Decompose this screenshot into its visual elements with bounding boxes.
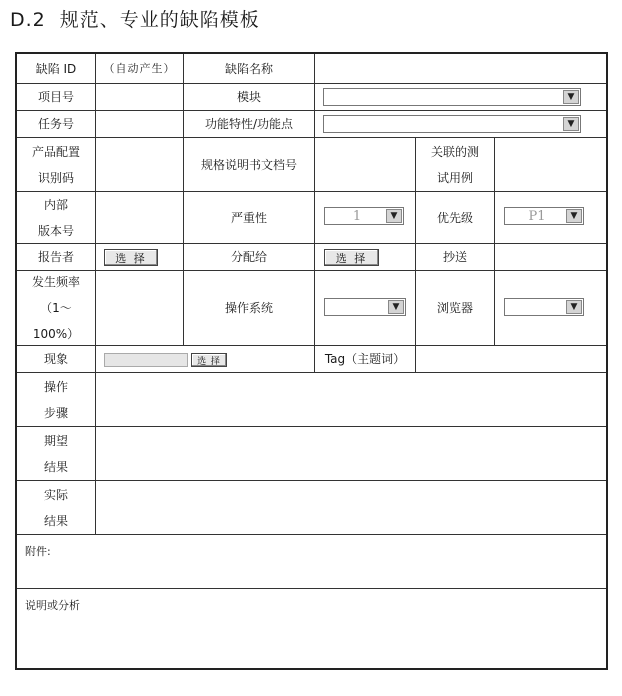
tag-label xyxy=(315,346,415,372)
browser-label xyxy=(416,271,494,345)
spec-doc-label-text: 规格说明书文档号 xyxy=(200,157,297,172)
severity-label xyxy=(184,192,314,243)
phenomenon-input[interactable] xyxy=(104,353,188,367)
steps-field[interactable] xyxy=(96,373,606,426)
defect-id-label xyxy=(17,54,95,83)
reporter-label-text: 报告者 xyxy=(37,250,74,264)
internal-version-label-line1: 内部 xyxy=(43,197,68,212)
chevron-down-icon: ▼ xyxy=(566,209,582,223)
browser-label-text: 浏览器 xyxy=(436,301,473,315)
section-number: D.2 xyxy=(10,9,46,31)
priority-value: P1 xyxy=(528,208,546,224)
project-label-text: 项目号 xyxy=(37,90,74,104)
task-label xyxy=(17,111,95,137)
assign-label-text: 分配给 xyxy=(230,250,267,264)
actual-label-line2: 结果 xyxy=(43,513,68,528)
column-divider xyxy=(314,54,315,372)
attachment-label: 附件: xyxy=(25,545,51,558)
frequency-label-line2: （1～ xyxy=(40,301,72,315)
task-label-text: 任务号 xyxy=(37,117,74,131)
defect-name-label xyxy=(184,54,314,83)
frequency-field[interactable] xyxy=(96,271,183,345)
spec-doc-field[interactable] xyxy=(315,138,415,191)
chevron-down-icon: ▼ xyxy=(563,117,579,131)
defect-id-value xyxy=(96,54,183,83)
defect-name-label-text: 缺陷名称 xyxy=(224,61,273,76)
severity-label-text: 严重性 xyxy=(230,210,267,225)
phenomenon-select-button[interactable] xyxy=(191,353,227,367)
assign-select-button[interactable] xyxy=(324,249,379,266)
os-label-text: 操作系统 xyxy=(224,301,273,315)
internal-version-field[interactable] xyxy=(96,192,183,243)
defect-name-field[interactable] xyxy=(315,54,606,83)
browser-select[interactable] xyxy=(504,298,584,316)
steps-label xyxy=(17,373,95,426)
assign-label xyxy=(184,244,314,270)
steps-label-line2: 步骤 xyxy=(43,405,68,420)
cc-label xyxy=(416,244,494,270)
page-heading xyxy=(10,6,260,34)
product-config-label-line2: 识别码 xyxy=(37,170,74,185)
frequency-label xyxy=(17,271,95,345)
spec-doc-label xyxy=(184,138,314,191)
reporter-label xyxy=(17,244,95,270)
priority-label xyxy=(416,192,494,243)
expected-label-line1: 期望 xyxy=(43,433,68,448)
expected-label-line2: 结果 xyxy=(43,459,68,474)
attachment-area[interactable] xyxy=(17,535,606,588)
related-case-label xyxy=(416,138,494,191)
priority-label-text: 优先级 xyxy=(436,210,473,225)
reporter-select-button-label: 选 择 xyxy=(115,251,147,265)
expected-label xyxy=(17,427,95,480)
chevron-down-icon: ▼ xyxy=(566,300,582,314)
frequency-label-line1: 发生频率 xyxy=(31,275,80,289)
internal-version-label xyxy=(17,192,95,243)
chevron-down-icon: ▼ xyxy=(388,300,404,314)
actual-label xyxy=(17,481,95,534)
notes-label: 说明或分析 xyxy=(25,599,80,612)
section-title: 规范、专业的缺陷模板 xyxy=(59,9,260,31)
reporter-select-button[interactable] xyxy=(104,249,158,266)
phenomenon-label xyxy=(17,346,95,372)
feature-label-text: 功能特性/功能点 xyxy=(204,117,294,131)
os-label xyxy=(184,271,314,345)
phenomenon-select-button-label: 选 择 xyxy=(197,356,221,367)
notes-area[interactable] xyxy=(17,589,606,668)
module-select[interactable] xyxy=(323,88,581,106)
internal-version-label-line2: 版本号 xyxy=(37,223,74,238)
assign-select-button-label: 选 择 xyxy=(335,251,368,265)
task-field[interactable] xyxy=(96,111,183,137)
cc-label-text: 抄送 xyxy=(442,250,467,264)
product-config-label-line1: 产品配置 xyxy=(31,144,80,159)
feature-label xyxy=(184,111,314,137)
tag-field[interactable] xyxy=(416,346,606,372)
severity-select[interactable] xyxy=(324,207,404,225)
actual-field[interactable] xyxy=(96,481,606,534)
product-config-field[interactable] xyxy=(96,138,183,191)
feature-select[interactable] xyxy=(323,115,581,133)
module-label-text: 模块 xyxy=(236,90,261,104)
expected-field[interactable] xyxy=(96,427,606,480)
defect-id-label-text: 缺陷 ID xyxy=(35,61,77,76)
steps-label-line1: 操作 xyxy=(43,379,68,394)
cc-field[interactable] xyxy=(495,244,606,270)
related-case-label-line2: 试用例 xyxy=(436,170,473,185)
related-case-label-line1: 关联的测 xyxy=(430,144,479,159)
related-case-field[interactable] xyxy=(495,138,606,191)
chevron-down-icon: ▼ xyxy=(386,209,402,223)
defect-id-auto-text: （自动产生） xyxy=(103,61,176,75)
tag-label-text: Tag（主题词） xyxy=(324,352,406,366)
actual-label-line1: 实际 xyxy=(43,487,68,502)
defect-template-form xyxy=(15,52,608,670)
severity-value: 1 xyxy=(352,208,362,224)
project-field[interactable] xyxy=(96,84,183,110)
frequency-label-line3: 100%） xyxy=(32,327,80,341)
module-label xyxy=(184,84,314,110)
priority-select[interactable] xyxy=(504,207,584,225)
phenomenon-label-text: 现象 xyxy=(43,352,68,366)
os-select[interactable] xyxy=(324,298,406,316)
chevron-down-icon: ▼ xyxy=(563,90,579,104)
product-config-label xyxy=(17,138,95,191)
project-label xyxy=(17,84,95,110)
